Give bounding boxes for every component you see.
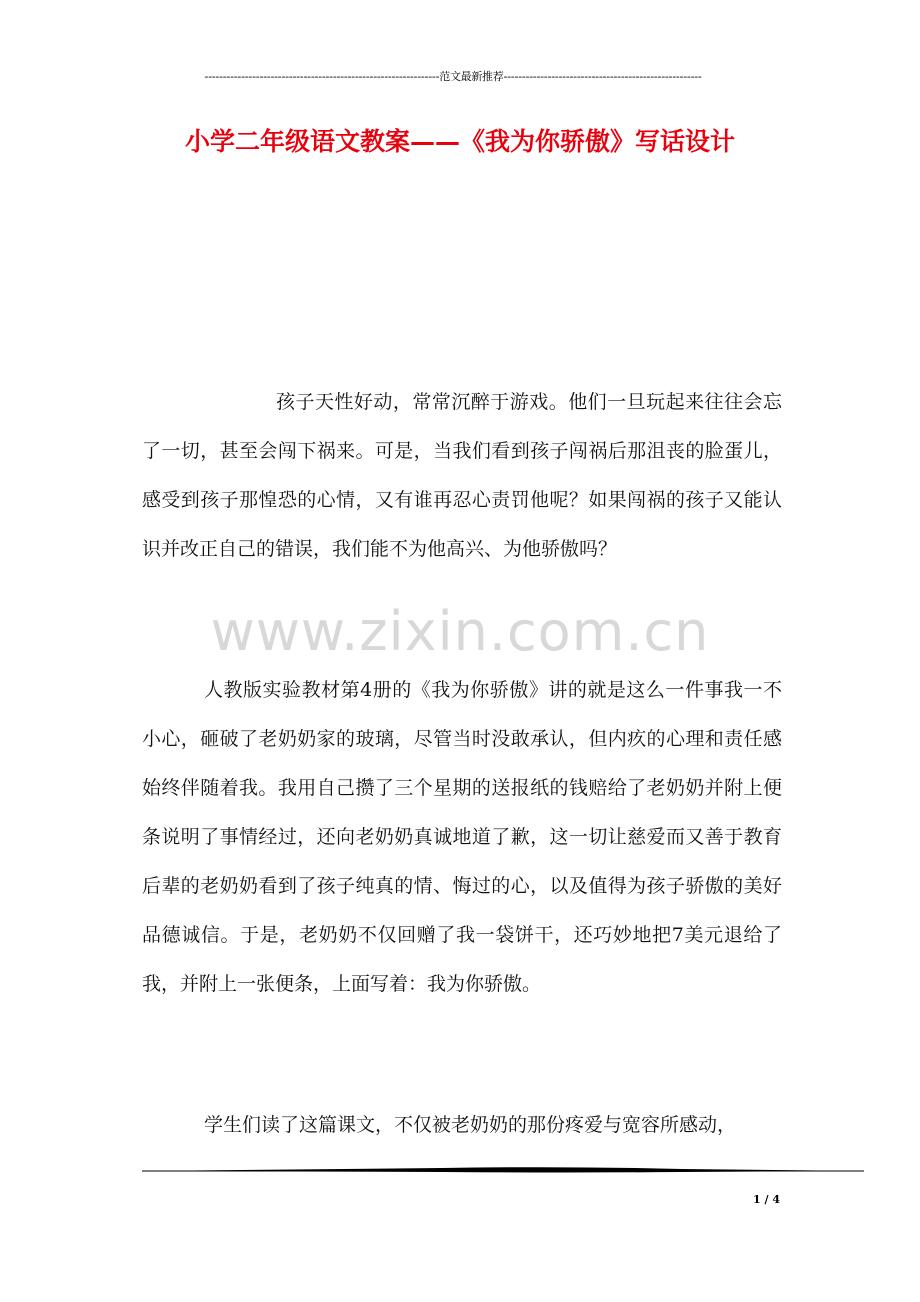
header-banner: ----------------------------------------------------------------范文最新推荐------------------------------------------------------: [204, 70, 702, 83]
footer-rule: [142, 1164, 864, 1176]
paragraph-2: 人教版实验教材第4册的《我为你骄傲》讲的就是这么一件事我一不小心，砸破了老奶奶家的玻璃，尽管当时没敢承认，但内疚的心理和责任感始终伴随着我。我用自己攒了三个星期的送报纸的钱赔给了老奶奶并附上便条说明了事情经过，还向老奶奶真诚地道了歉，这一切让慈爱而又善于教育后辈的老奶奶看到了孩子纯真的情、悔过的心，以及值得为孩子骄傲的美好品德诚信。于是，老奶奶不仅回赠了我一袋饼干，还巧妙地把7美元退给了我，并附上一张便条，上面写着：我为你骄傲。: [142, 679, 782, 995]
paragraph-1: 孩子天性好动，常常沉醉于游戏。他们一旦玩起来往往会忘了一切，甚至会闯下祸来。可是，当我们看到孩子闯祸后那沮丧的脸蛋儿，感受到孩子那惶恐的心情，又有谁再忍心责罚他呢？如果闯祸的孩子又能认识并改正自己的错误，我们能不为他高兴、为他骄傲吗？: [142, 391, 782, 560]
page-number: 1 / 4: [753, 1193, 780, 1206]
document-title: 小学二年级语文教案——《我为你骄傲》写话设计: [184, 127, 735, 156]
watermark: www.zixin.com.cn: [210, 600, 710, 663]
paragraph-3: 学生们读了这篇课文，不仅被老奶奶的那份疼爱与宽容所感动，: [204, 1114, 737, 1136]
